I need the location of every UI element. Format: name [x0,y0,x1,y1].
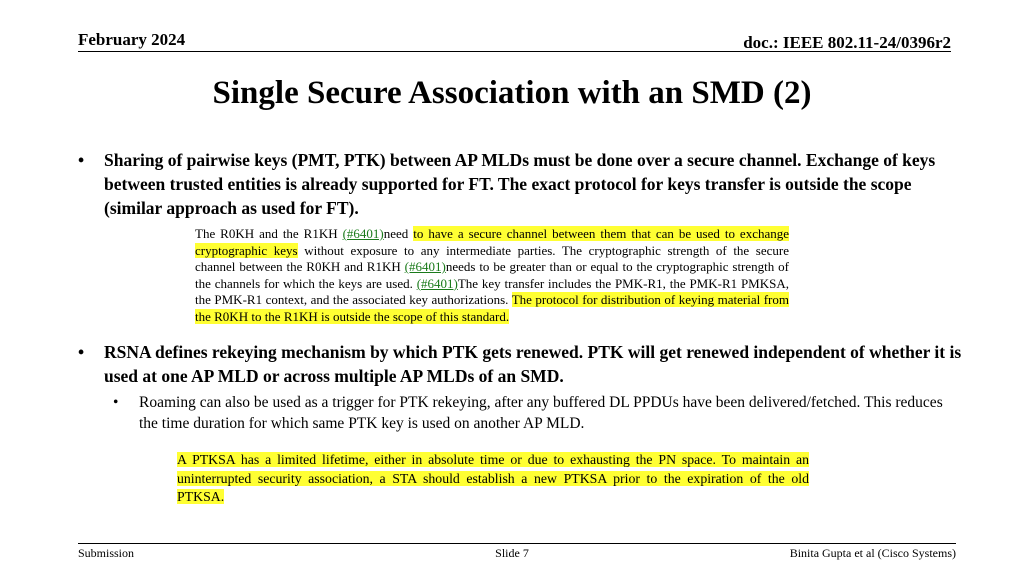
reference-link[interactable]: (#6401) [404,259,446,275]
bullet-text: Sharing of pairwise keys (PMT, PTK) between AP MLDs must be done over a secure channel. Exchange of keys between trusted entities is already supported for FT. The exact protocol for keys transfer is outside the scope (similar approach as used for FT). [104,150,936,218]
highlighted-text: to have a secure channel between them that can be used to exchange cryptographic keys [195,226,789,258]
bullet-marker: • [78,150,85,170]
slide-title: Single Secure Association with an SMD (2) [212,75,812,111]
standard-quote-2 [177,451,809,507]
highlighted-text: A PTKSA has a limited lifetime, either in absolute time or due to exhausting the PN space. To maintain an uninterrupted security association, a STA should establish a new PTKSA prior to the expiration of the old PTKSA. [177,452,809,504]
sub-bullet [113,392,953,434]
reference-link[interactable]: (#6401) [416,275,458,291]
sub-bullet-marker: • [113,394,119,411]
reference-link[interactable]: (#6401) [342,226,384,241]
bullet-marker: • [78,342,85,362]
highlighted-text: The protocol for distribution of keying material from the R0KH to the R1KH is outside the scope of this standard. [195,292,789,324]
header-date: February 2024 [78,30,186,49]
footer-slide-number: Slide 7 [495,546,529,560]
quote-text: without exposure to any intermediate parties. The cryptographic strength of the secure channel between the R0KH and R1KH [195,242,789,275]
footer-rule [78,543,956,544]
standard-quote-1 [195,226,789,326]
bullet-text: RSNA defines rekeying mechanism by which PTK gets renewed. PTK will get renewed independent of whether it is used at one AP MLD or across multiple AP MLDs of an SMD. [104,342,962,386]
footer-submission: Submission [78,546,135,560]
footer-author: Binita Gupta et al (Cisco Systems) [789,546,956,560]
header-rule [78,51,951,52]
sub-bullet-text: Roaming can also be used as a trigger for PTK rekeying, after any buffered DL PPDUs have been delivered/fetched. This reduces the time duration for which same PTK key is used on another AP MLD. [139,394,943,432]
quote-text: need [383,226,414,241]
quote-text: needs to be greater than or equal to the cryptographic strength of the channels for which the keys are used. [195,259,789,291]
bullet-1 [78,148,968,220]
quote-text: The key transfer includes the PMK-R1, the PMK-R1 PMKSA, the PMK-R1 context, and the associated key authorizations. [195,275,790,308]
bullet-2 [78,340,968,388]
header-doc-id: doc.: IEEE 802.11-24/0396r2 [743,33,951,52]
quote-text: The R0KH and the R1KH [195,226,343,241]
